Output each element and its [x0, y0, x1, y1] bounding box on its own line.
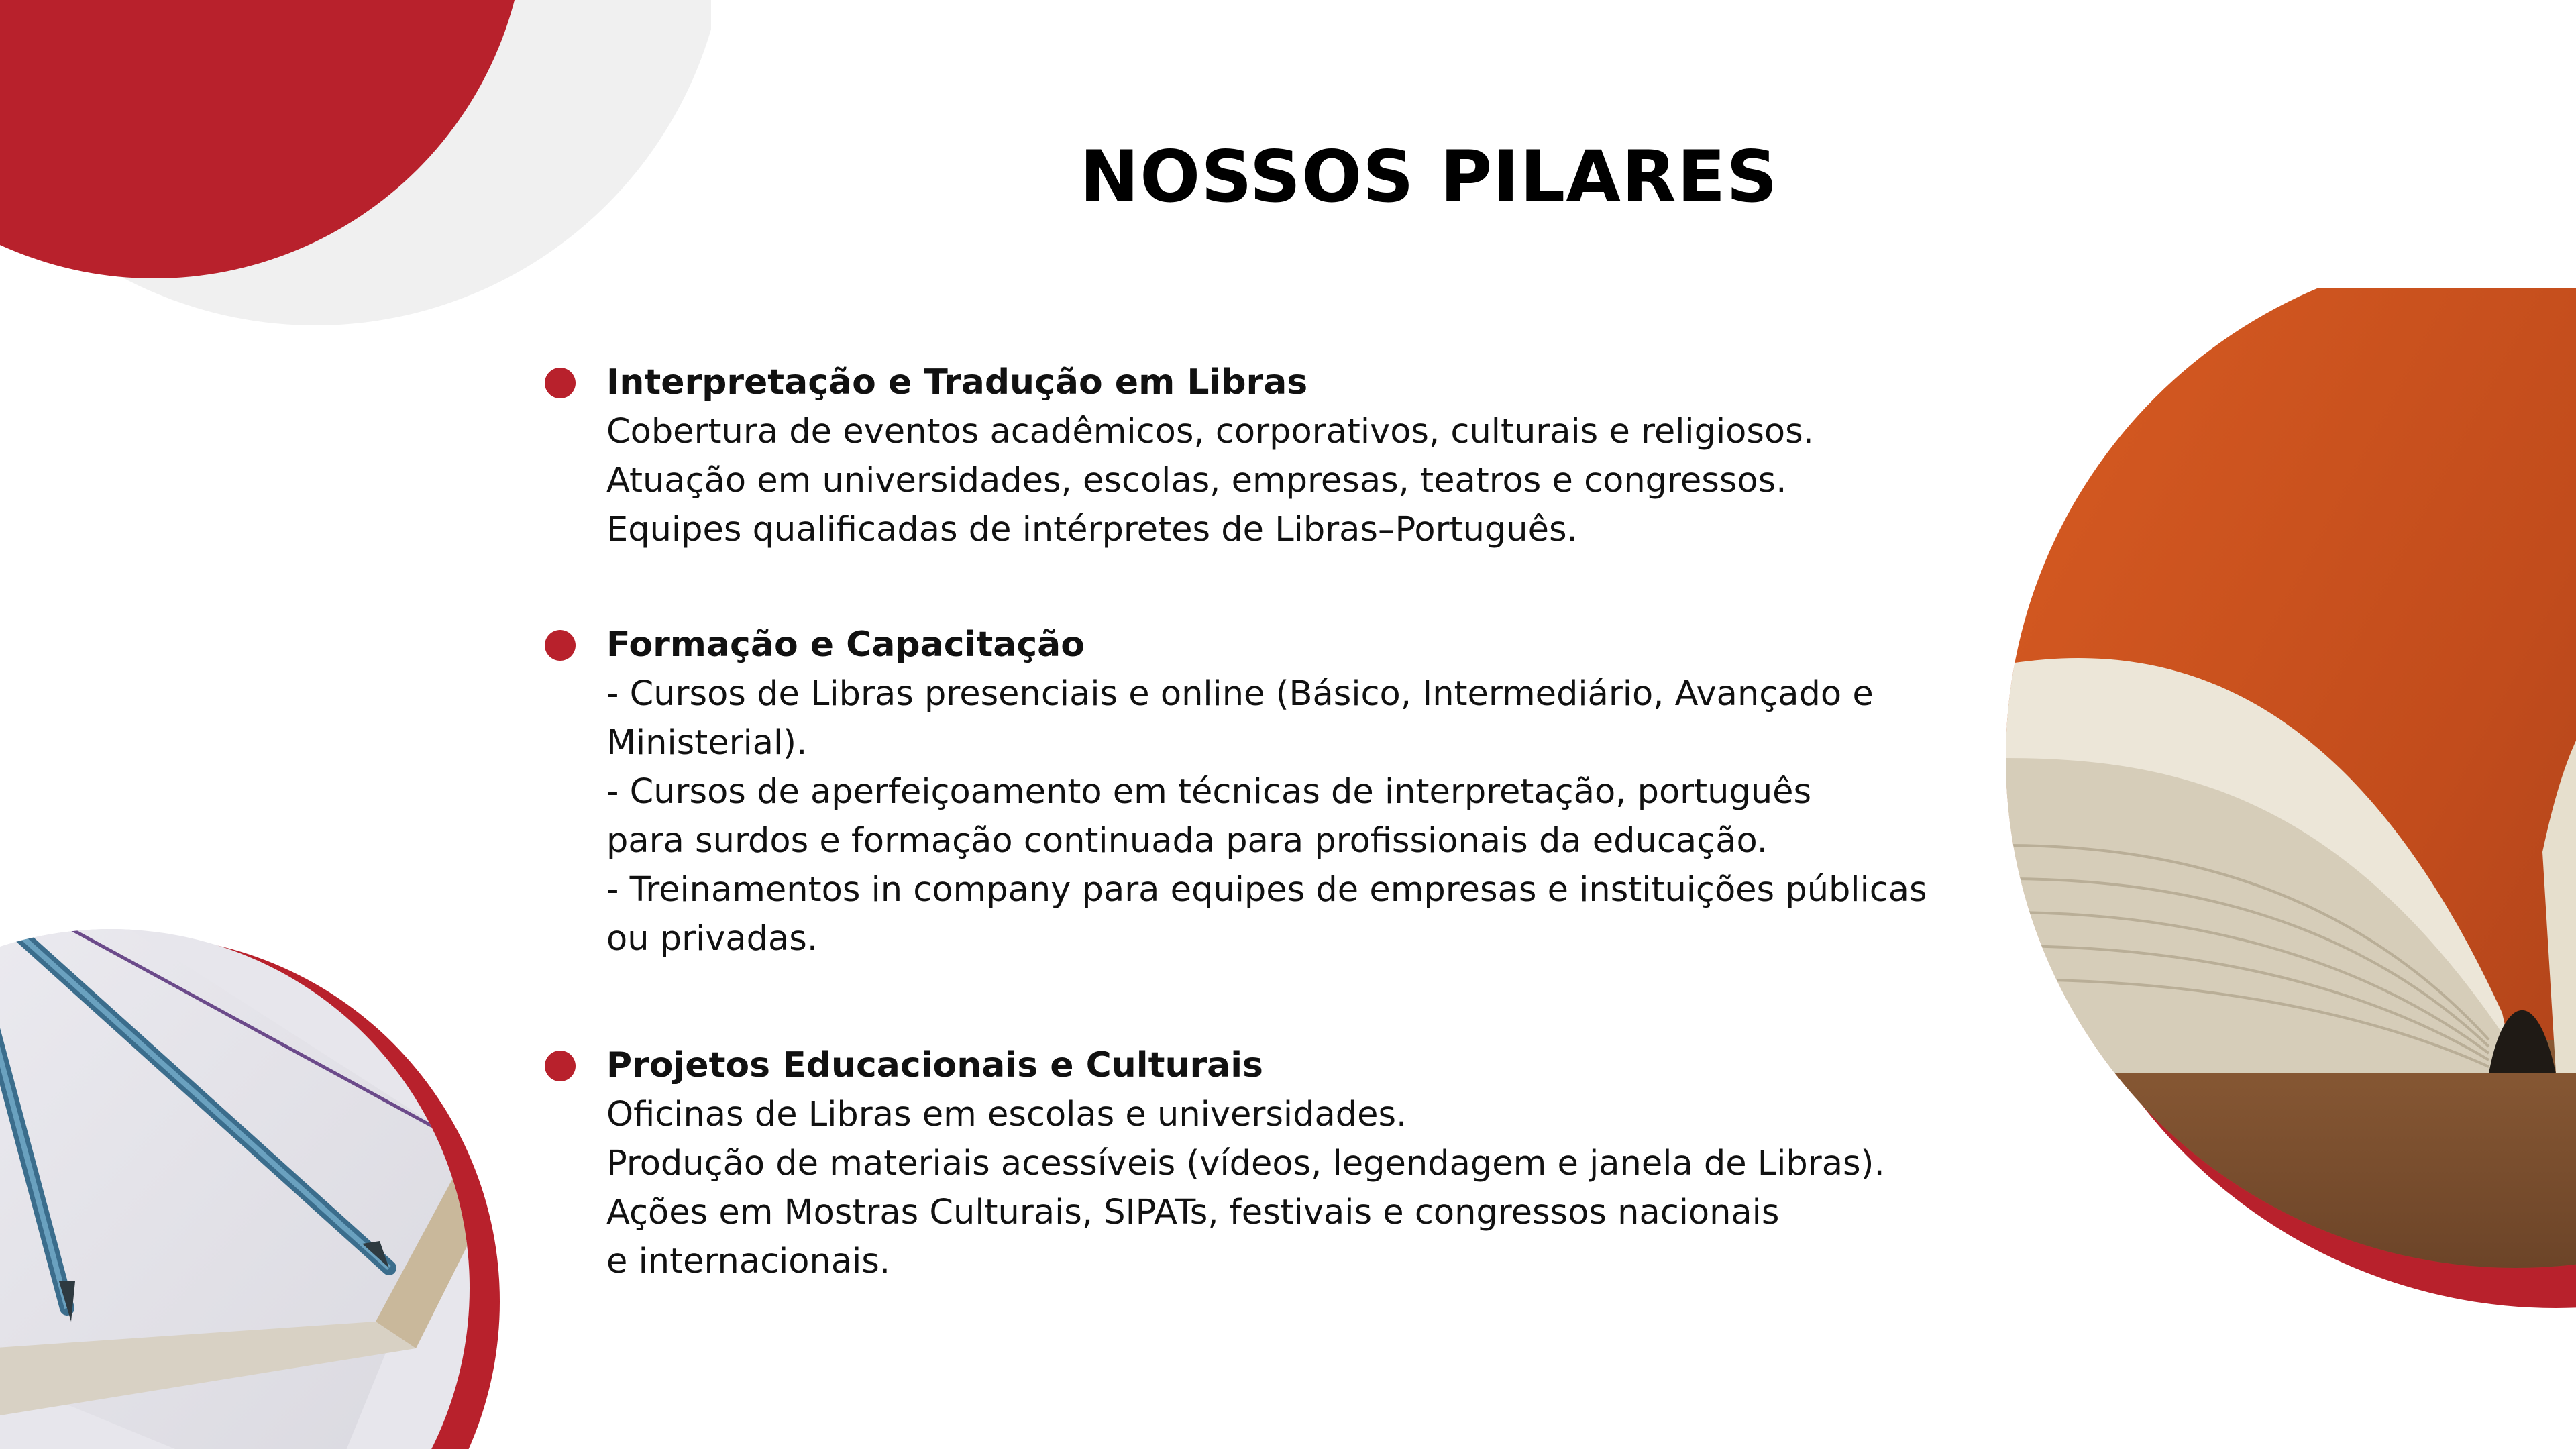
pillar-line: Equipes qualificadas de intérpretes de Libras–Português. — [606, 510, 1578, 549]
notebook-pencils-photo — [0, 839, 510, 1449]
open-book-photo — [2006, 288, 2576, 1328]
pillar-body — [606, 358, 1994, 554]
pillar-line: Produção de materiais acessíveis (vídeos, legendagem e janela de Libras). — [606, 1144, 1885, 1183]
page-title: NOSSOS PILARES — [1079, 136, 1778, 218]
pillar-heading: Interpretação e Tradução em Libras — [606, 362, 1308, 402]
bullet-icon — [545, 630, 576, 661]
pillar-body — [606, 1041, 1994, 1286]
pillar-line: e internacionais. — [606, 1242, 891, 1281]
pillar-line: Ações em Mostras Culturais, SIPATs, festivais e congressos nacionais — [606, 1193, 1780, 1232]
pillar-line: Ministerial). — [606, 723, 808, 763]
top-left-decoration — [0, 0, 711, 335]
pillar-line: - Cursos de aperfeiçoamento em técnicas de interpretação, português — [606, 772, 1812, 812]
pillar-heading: Formação e Capacitação — [606, 625, 1085, 665]
pillar-line: para surdos e formação continuada para profissionais da educação. — [606, 821, 1768, 861]
pillar-projetos — [545, 1041, 1994, 1286]
pillar-line: Cobertura de eventos acadêmicos, corporativos, culturais e religiosos. — [606, 412, 1814, 451]
pillar-interpretacao — [545, 358, 1994, 554]
bullet-icon — [545, 368, 576, 398]
pillar-line: Oficinas de Libras em escolas e universidades. — [606, 1095, 1407, 1134]
bullet-icon — [545, 1051, 576, 1081]
pillar-heading: Projetos Educacionais e Culturais — [606, 1045, 1264, 1085]
pillar-line: - Cursos de Libras presenciais e online (Básico, Intermediário, Avançado e — [606, 674, 1874, 714]
notebook-photo-decoration — [0, 839, 510, 1449]
pillar-body — [606, 621, 1994, 963]
pillar-formacao — [545, 621, 1994, 963]
pillar-line: Atuação em universidades, escolas, empresas, teatros e congressos. — [606, 461, 1787, 500]
book-photo-decoration — [2006, 288, 2576, 1328]
pillar-line: ou privadas. — [606, 919, 818, 959]
pillar-line: - Treinamentos in company para equipes de empresas e instituições públicas — [606, 870, 1927, 910]
